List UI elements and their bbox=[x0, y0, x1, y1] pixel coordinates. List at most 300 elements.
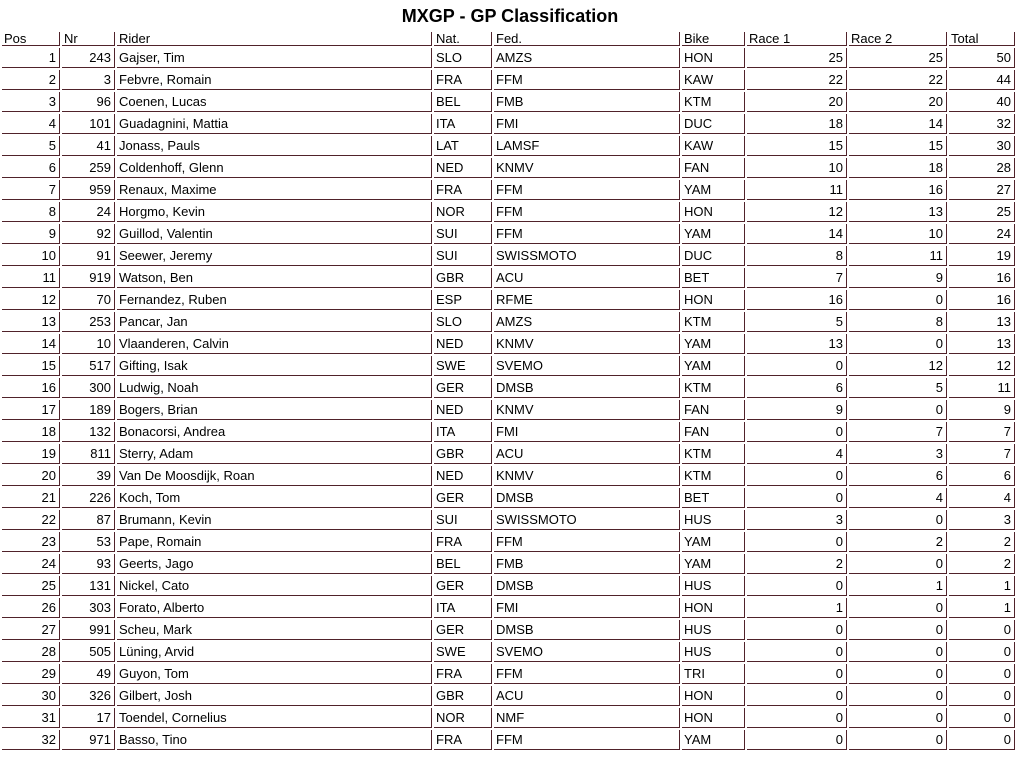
cell-fed: KNMV bbox=[494, 334, 680, 354]
cell-pos: 15 bbox=[2, 356, 60, 376]
cell-pos: 8 bbox=[2, 202, 60, 222]
table-header bbox=[2, 32, 1015, 46]
cell-pos: 27 bbox=[2, 620, 60, 640]
cell-pos: 3 bbox=[2, 92, 60, 112]
cell-race2: 22 bbox=[849, 70, 947, 90]
cell-bike: DUC bbox=[682, 246, 745, 266]
cell-nat: NED bbox=[434, 466, 492, 486]
cell-total: 16 bbox=[949, 268, 1015, 288]
cell-nr: 10 bbox=[62, 334, 115, 354]
cell-pos: 14 bbox=[2, 334, 60, 354]
cell-fed: DMSB bbox=[494, 576, 680, 596]
cell-total: 0 bbox=[949, 730, 1015, 750]
cell-bike: BET bbox=[682, 488, 745, 508]
cell-fed: AMZS bbox=[494, 48, 680, 68]
cell-total: 1 bbox=[949, 598, 1015, 618]
cell-nr: 96 bbox=[62, 92, 115, 112]
table-row bbox=[2, 290, 1015, 310]
cell-bike: YAM bbox=[682, 730, 745, 750]
cell-race2: 0 bbox=[849, 686, 947, 706]
cell-nr: 132 bbox=[62, 422, 115, 442]
cell-nat: ITA bbox=[434, 598, 492, 618]
cell-fed: SWISSMOTO bbox=[494, 510, 680, 530]
cell-pos: 18 bbox=[2, 422, 60, 442]
cell-rider: Seewer, Jeremy bbox=[117, 246, 432, 266]
cell-race2: 0 bbox=[849, 290, 947, 310]
table-row bbox=[2, 422, 1015, 442]
cell-race1: 11 bbox=[747, 180, 847, 200]
cell-total: 0 bbox=[949, 686, 1015, 706]
cell-total: 40 bbox=[949, 92, 1015, 112]
cell-nr: 17 bbox=[62, 708, 115, 728]
column-header-bike: Bike bbox=[682, 32, 745, 46]
cell-bike: YAM bbox=[682, 532, 745, 552]
cell-nr: 101 bbox=[62, 114, 115, 134]
table-row bbox=[2, 202, 1015, 222]
cell-nat: NOR bbox=[434, 708, 492, 728]
cell-pos: 7 bbox=[2, 180, 60, 200]
cell-race2: 7 bbox=[849, 422, 947, 442]
cell-pos: 21 bbox=[2, 488, 60, 508]
cell-race2: 9 bbox=[849, 268, 947, 288]
cell-race1: 0 bbox=[747, 620, 847, 640]
cell-pos: 29 bbox=[2, 664, 60, 684]
cell-nr: 326 bbox=[62, 686, 115, 706]
cell-race1: 9 bbox=[747, 400, 847, 420]
cell-fed: NMF bbox=[494, 708, 680, 728]
cell-race2: 0 bbox=[849, 510, 947, 530]
cell-nr: 505 bbox=[62, 642, 115, 662]
table-row bbox=[2, 356, 1015, 376]
table-row bbox=[2, 598, 1015, 618]
cell-bike: TRI bbox=[682, 664, 745, 684]
cell-rider: Watson, Ben bbox=[117, 268, 432, 288]
table-row bbox=[2, 48, 1015, 68]
table-row bbox=[2, 466, 1015, 486]
cell-nr: 39 bbox=[62, 466, 115, 486]
cell-fed: FFM bbox=[494, 224, 680, 244]
cell-race1: 0 bbox=[747, 488, 847, 508]
cell-race2: 10 bbox=[849, 224, 947, 244]
cell-pos: 13 bbox=[2, 312, 60, 332]
cell-nat: SWE bbox=[434, 356, 492, 376]
cell-total: 27 bbox=[949, 180, 1015, 200]
cell-bike: KAW bbox=[682, 136, 745, 156]
cell-race1: 13 bbox=[747, 334, 847, 354]
cell-fed: FFM bbox=[494, 202, 680, 222]
column-header-race2: Race 2 bbox=[849, 32, 947, 46]
cell-race2: 25 bbox=[849, 48, 947, 68]
cell-nat: NED bbox=[434, 158, 492, 178]
cell-race1: 0 bbox=[747, 642, 847, 662]
cell-race1: 1 bbox=[747, 598, 847, 618]
cell-rider: Toendel, Cornelius bbox=[117, 708, 432, 728]
cell-nat: GER bbox=[434, 620, 492, 640]
cell-total: 4 bbox=[949, 488, 1015, 508]
cell-total: 3 bbox=[949, 510, 1015, 530]
cell-race2: 0 bbox=[849, 400, 947, 420]
cell-nat: SWE bbox=[434, 642, 492, 662]
cell-fed: ACU bbox=[494, 686, 680, 706]
cell-total: 11 bbox=[949, 378, 1015, 398]
cell-race2: 0 bbox=[849, 554, 947, 574]
table-row bbox=[2, 620, 1015, 640]
cell-fed: SVEMO bbox=[494, 356, 680, 376]
cell-nat: ESP bbox=[434, 290, 492, 310]
cell-total: 16 bbox=[949, 290, 1015, 310]
cell-pos: 6 bbox=[2, 158, 60, 178]
page-title: MXGP - GP Classification bbox=[401, 6, 619, 26]
cell-nat: FRA bbox=[434, 70, 492, 90]
cell-bike: KTM bbox=[682, 444, 745, 464]
column-header-pos: Pos bbox=[2, 32, 60, 46]
cell-rider: Sterry, Adam bbox=[117, 444, 432, 464]
cell-nat: BEL bbox=[434, 554, 492, 574]
cell-nat: GER bbox=[434, 378, 492, 398]
cell-total: 32 bbox=[949, 114, 1015, 134]
cell-total: 0 bbox=[949, 664, 1015, 684]
cell-pos: 25 bbox=[2, 576, 60, 596]
cell-bike: HUS bbox=[682, 576, 745, 596]
cell-bike: HON bbox=[682, 48, 745, 68]
cell-race1: 0 bbox=[747, 576, 847, 596]
column-header-rider: Rider bbox=[117, 32, 432, 46]
cell-nat: GBR bbox=[434, 444, 492, 464]
cell-fed: FFM bbox=[494, 180, 680, 200]
column-header-fed: Fed. bbox=[494, 32, 680, 46]
cell-fed: FMI bbox=[494, 114, 680, 134]
cell-total: 9 bbox=[949, 400, 1015, 420]
cell-pos: 31 bbox=[2, 708, 60, 728]
cell-rider: Horgmo, Kevin bbox=[117, 202, 432, 222]
cell-bike: FAN bbox=[682, 158, 745, 178]
cell-bike: HON bbox=[682, 708, 745, 728]
cell-race1: 20 bbox=[747, 92, 847, 112]
cell-fed: FFM bbox=[494, 532, 680, 552]
cell-fed: FMB bbox=[494, 92, 680, 112]
cell-total: 13 bbox=[949, 312, 1015, 332]
cell-rider: Jonass, Pauls bbox=[117, 136, 432, 156]
cell-fed: KNMV bbox=[494, 158, 680, 178]
cell-total: 28 bbox=[949, 158, 1015, 178]
table-row bbox=[2, 576, 1015, 596]
cell-race2: 0 bbox=[849, 708, 947, 728]
cell-race2: 6 bbox=[849, 466, 947, 486]
cell-rider: Lüning, Arvid bbox=[117, 642, 432, 662]
cell-rider: Febvre, Romain bbox=[117, 70, 432, 90]
cell-rider: Pancar, Jan bbox=[117, 312, 432, 332]
cell-total: 6 bbox=[949, 466, 1015, 486]
cell-bike: FAN bbox=[682, 400, 745, 420]
table-row bbox=[2, 246, 1015, 266]
cell-bike: YAM bbox=[682, 334, 745, 354]
cell-race1: 0 bbox=[747, 532, 847, 552]
cell-nat: GBR bbox=[434, 686, 492, 706]
cell-nr: 811 bbox=[62, 444, 115, 464]
cell-fed: FFM bbox=[494, 664, 680, 684]
cell-fed: LAMSF bbox=[494, 136, 680, 156]
cell-bike: YAM bbox=[682, 224, 745, 244]
table-row bbox=[2, 268, 1015, 288]
cell-pos: 32 bbox=[2, 730, 60, 750]
cell-fed: DMSB bbox=[494, 378, 680, 398]
cell-bike: KTM bbox=[682, 92, 745, 112]
cell-nr: 226 bbox=[62, 488, 115, 508]
cell-bike: KTM bbox=[682, 466, 745, 486]
cell-race2: 12 bbox=[849, 356, 947, 376]
table-row bbox=[2, 510, 1015, 530]
cell-race1: 16 bbox=[747, 290, 847, 310]
classification-table bbox=[0, 30, 1017, 752]
column-header-total: Total bbox=[949, 32, 1015, 46]
cell-nr: 70 bbox=[62, 290, 115, 310]
cell-pos: 10 bbox=[2, 246, 60, 266]
cell-fed: FFM bbox=[494, 70, 680, 90]
cell-rider: Vlaanderen, Calvin bbox=[117, 334, 432, 354]
cell-bike: FAN bbox=[682, 422, 745, 442]
cell-fed: ACU bbox=[494, 444, 680, 464]
cell-nat: FRA bbox=[434, 180, 492, 200]
table-row bbox=[2, 224, 1015, 244]
cell-race2: 16 bbox=[849, 180, 947, 200]
table-row bbox=[2, 554, 1015, 574]
cell-bike: YAM bbox=[682, 356, 745, 376]
table-row bbox=[2, 642, 1015, 662]
cell-race2: 3 bbox=[849, 444, 947, 464]
table-row bbox=[2, 488, 1015, 508]
cell-nr: 87 bbox=[62, 510, 115, 530]
cell-pos: 16 bbox=[2, 378, 60, 398]
cell-nr: 259 bbox=[62, 158, 115, 178]
cell-fed: FMI bbox=[494, 422, 680, 442]
cell-bike: HON bbox=[682, 598, 745, 618]
table-row bbox=[2, 70, 1015, 90]
cell-race2: 11 bbox=[849, 246, 947, 266]
cell-nat: ITA bbox=[434, 114, 492, 134]
cell-rider: Ludwig, Noah bbox=[117, 378, 432, 398]
cell-race2: 5 bbox=[849, 378, 947, 398]
cell-race2: 0 bbox=[849, 642, 947, 662]
cell-nr: 3 bbox=[62, 70, 115, 90]
cell-race2: 18 bbox=[849, 158, 947, 178]
cell-nat: NOR bbox=[434, 202, 492, 222]
cell-total: 24 bbox=[949, 224, 1015, 244]
table-body bbox=[2, 48, 1015, 750]
cell-rider: Guillod, Valentin bbox=[117, 224, 432, 244]
cell-bike: KTM bbox=[682, 312, 745, 332]
cell-race2: 0 bbox=[849, 730, 947, 750]
cell-pos: 24 bbox=[2, 554, 60, 574]
cell-race1: 15 bbox=[747, 136, 847, 156]
cell-nr: 53 bbox=[62, 532, 115, 552]
cell-rider: Gilbert, Josh bbox=[117, 686, 432, 706]
cell-race2: 0 bbox=[849, 598, 947, 618]
cell-rider: Koch, Tom bbox=[117, 488, 432, 508]
cell-rider: Guyon, Tom bbox=[117, 664, 432, 684]
cell-nat: FRA bbox=[434, 664, 492, 684]
cell-pos: 11 bbox=[2, 268, 60, 288]
cell-nat: SUI bbox=[434, 224, 492, 244]
cell-total: 30 bbox=[949, 136, 1015, 156]
cell-bike: YAM bbox=[682, 180, 745, 200]
table-row bbox=[2, 532, 1015, 552]
cell-race2: 1 bbox=[849, 576, 947, 596]
cell-nr: 189 bbox=[62, 400, 115, 420]
cell-rider: Gajser, Tim bbox=[117, 48, 432, 68]
table-row bbox=[2, 114, 1015, 134]
cell-nat: NED bbox=[434, 334, 492, 354]
cell-race1: 0 bbox=[747, 466, 847, 486]
cell-pos: 19 bbox=[2, 444, 60, 464]
cell-fed: ACU bbox=[494, 268, 680, 288]
cell-race2: 4 bbox=[849, 488, 947, 508]
table-row bbox=[2, 92, 1015, 112]
cell-bike: HUS bbox=[682, 642, 745, 662]
cell-rider: Guadagnini, Mattia bbox=[117, 114, 432, 134]
cell-nr: 303 bbox=[62, 598, 115, 618]
cell-rider: Bogers, Brian bbox=[117, 400, 432, 420]
cell-nat: SLO bbox=[434, 312, 492, 332]
cell-nat: BEL bbox=[434, 92, 492, 112]
cell-pos: 4 bbox=[2, 114, 60, 134]
cell-pos: 12 bbox=[2, 290, 60, 310]
cell-fed: AMZS bbox=[494, 312, 680, 332]
table-row bbox=[2, 158, 1015, 178]
column-header-nat: Nat. bbox=[434, 32, 492, 46]
cell-race1: 12 bbox=[747, 202, 847, 222]
cell-race1: 0 bbox=[747, 664, 847, 684]
cell-nr: 300 bbox=[62, 378, 115, 398]
cell-pos: 17 bbox=[2, 400, 60, 420]
cell-nat: GBR bbox=[434, 268, 492, 288]
cell-nat: GER bbox=[434, 576, 492, 596]
table-row bbox=[2, 400, 1015, 420]
cell-nr: 24 bbox=[62, 202, 115, 222]
cell-race1: 0 bbox=[747, 686, 847, 706]
cell-race1: 0 bbox=[747, 356, 847, 376]
cell-race2: 13 bbox=[849, 202, 947, 222]
cell-rider: Brumann, Kevin bbox=[117, 510, 432, 530]
cell-rider: Renaux, Maxime bbox=[117, 180, 432, 200]
cell-nat: FRA bbox=[434, 532, 492, 552]
table-row bbox=[2, 686, 1015, 706]
cell-fed: KNMV bbox=[494, 400, 680, 420]
cell-total: 7 bbox=[949, 444, 1015, 464]
cell-nr: 91 bbox=[62, 246, 115, 266]
cell-race1: 8 bbox=[747, 246, 847, 266]
cell-total: 13 bbox=[949, 334, 1015, 354]
cell-race2: 20 bbox=[849, 92, 947, 112]
cell-bike: KTM bbox=[682, 378, 745, 398]
table-row bbox=[2, 334, 1015, 354]
cell-rider: Coenen, Lucas bbox=[117, 92, 432, 112]
cell-total: 1 bbox=[949, 576, 1015, 596]
cell-nat: SUI bbox=[434, 246, 492, 266]
cell-pos: 22 bbox=[2, 510, 60, 530]
cell-fed: DMSB bbox=[494, 620, 680, 640]
cell-nr: 959 bbox=[62, 180, 115, 200]
cell-nr: 253 bbox=[62, 312, 115, 332]
cell-rider: Gifting, Isak bbox=[117, 356, 432, 376]
cell-rider: Coldenhoff, Glenn bbox=[117, 158, 432, 178]
cell-total: 7 bbox=[949, 422, 1015, 442]
column-header-race1: Race 1 bbox=[747, 32, 847, 46]
cell-bike: HON bbox=[682, 202, 745, 222]
cell-rider: Scheu, Mark bbox=[117, 620, 432, 640]
cell-pos: 26 bbox=[2, 598, 60, 618]
cell-race1: 25 bbox=[747, 48, 847, 68]
cell-nr: 243 bbox=[62, 48, 115, 68]
cell-race2: 15 bbox=[849, 136, 947, 156]
cell-total: 2 bbox=[949, 532, 1015, 552]
cell-pos: 20 bbox=[2, 466, 60, 486]
cell-nat: FRA bbox=[434, 730, 492, 750]
cell-nr: 41 bbox=[62, 136, 115, 156]
cell-pos: 23 bbox=[2, 532, 60, 552]
cell-nr: 991 bbox=[62, 620, 115, 640]
cell-pos: 9 bbox=[2, 224, 60, 244]
cell-nr: 49 bbox=[62, 664, 115, 684]
cell-fed: KNMV bbox=[494, 466, 680, 486]
cell-rider: Basso, Tino bbox=[117, 730, 432, 750]
cell-nat: ITA bbox=[434, 422, 492, 442]
cell-bike: BET bbox=[682, 268, 745, 288]
cell-pos: 30 bbox=[2, 686, 60, 706]
cell-pos: 2 bbox=[2, 70, 60, 90]
cell-fed: SVEMO bbox=[494, 642, 680, 662]
cell-race2: 0 bbox=[849, 620, 947, 640]
cell-rider: Geerts, Jago bbox=[117, 554, 432, 574]
cell-race1: 0 bbox=[747, 730, 847, 750]
cell-race1: 0 bbox=[747, 708, 847, 728]
cell-nat: LAT bbox=[434, 136, 492, 156]
cell-race1: 18 bbox=[747, 114, 847, 134]
cell-bike: YAM bbox=[682, 554, 745, 574]
cell-race2: 14 bbox=[849, 114, 947, 134]
cell-fed: RFME bbox=[494, 290, 680, 310]
cell-rider: Bonacorsi, Andrea bbox=[117, 422, 432, 442]
cell-bike: KAW bbox=[682, 70, 745, 90]
cell-nr: 971 bbox=[62, 730, 115, 750]
cell-nr: 517 bbox=[62, 356, 115, 376]
cell-race1: 0 bbox=[747, 422, 847, 442]
cell-rider: Pape, Romain bbox=[117, 532, 432, 552]
cell-fed: FMI bbox=[494, 598, 680, 618]
cell-race1: 14 bbox=[747, 224, 847, 244]
cell-bike: DUC bbox=[682, 114, 745, 134]
cell-total: 19 bbox=[949, 246, 1015, 266]
cell-race1: 10 bbox=[747, 158, 847, 178]
cell-total: 0 bbox=[949, 708, 1015, 728]
cell-race1: 5 bbox=[747, 312, 847, 332]
table-row bbox=[2, 730, 1015, 750]
cell-nat: GER bbox=[434, 488, 492, 508]
cell-fed: FMB bbox=[494, 554, 680, 574]
cell-fed: DMSB bbox=[494, 488, 680, 508]
cell-bike: HON bbox=[682, 290, 745, 310]
cell-nr: 92 bbox=[62, 224, 115, 244]
cell-rider: Nickel, Cato bbox=[117, 576, 432, 596]
cell-bike: HUS bbox=[682, 510, 745, 530]
cell-total: 0 bbox=[949, 642, 1015, 662]
cell-race1: 7 bbox=[747, 268, 847, 288]
cell-total: 25 bbox=[949, 202, 1015, 222]
cell-race1: 6 bbox=[747, 378, 847, 398]
cell-pos: 28 bbox=[2, 642, 60, 662]
cell-fed: SWISSMOTO bbox=[494, 246, 680, 266]
cell-race1: 22 bbox=[747, 70, 847, 90]
cell-race1: 4 bbox=[747, 444, 847, 464]
